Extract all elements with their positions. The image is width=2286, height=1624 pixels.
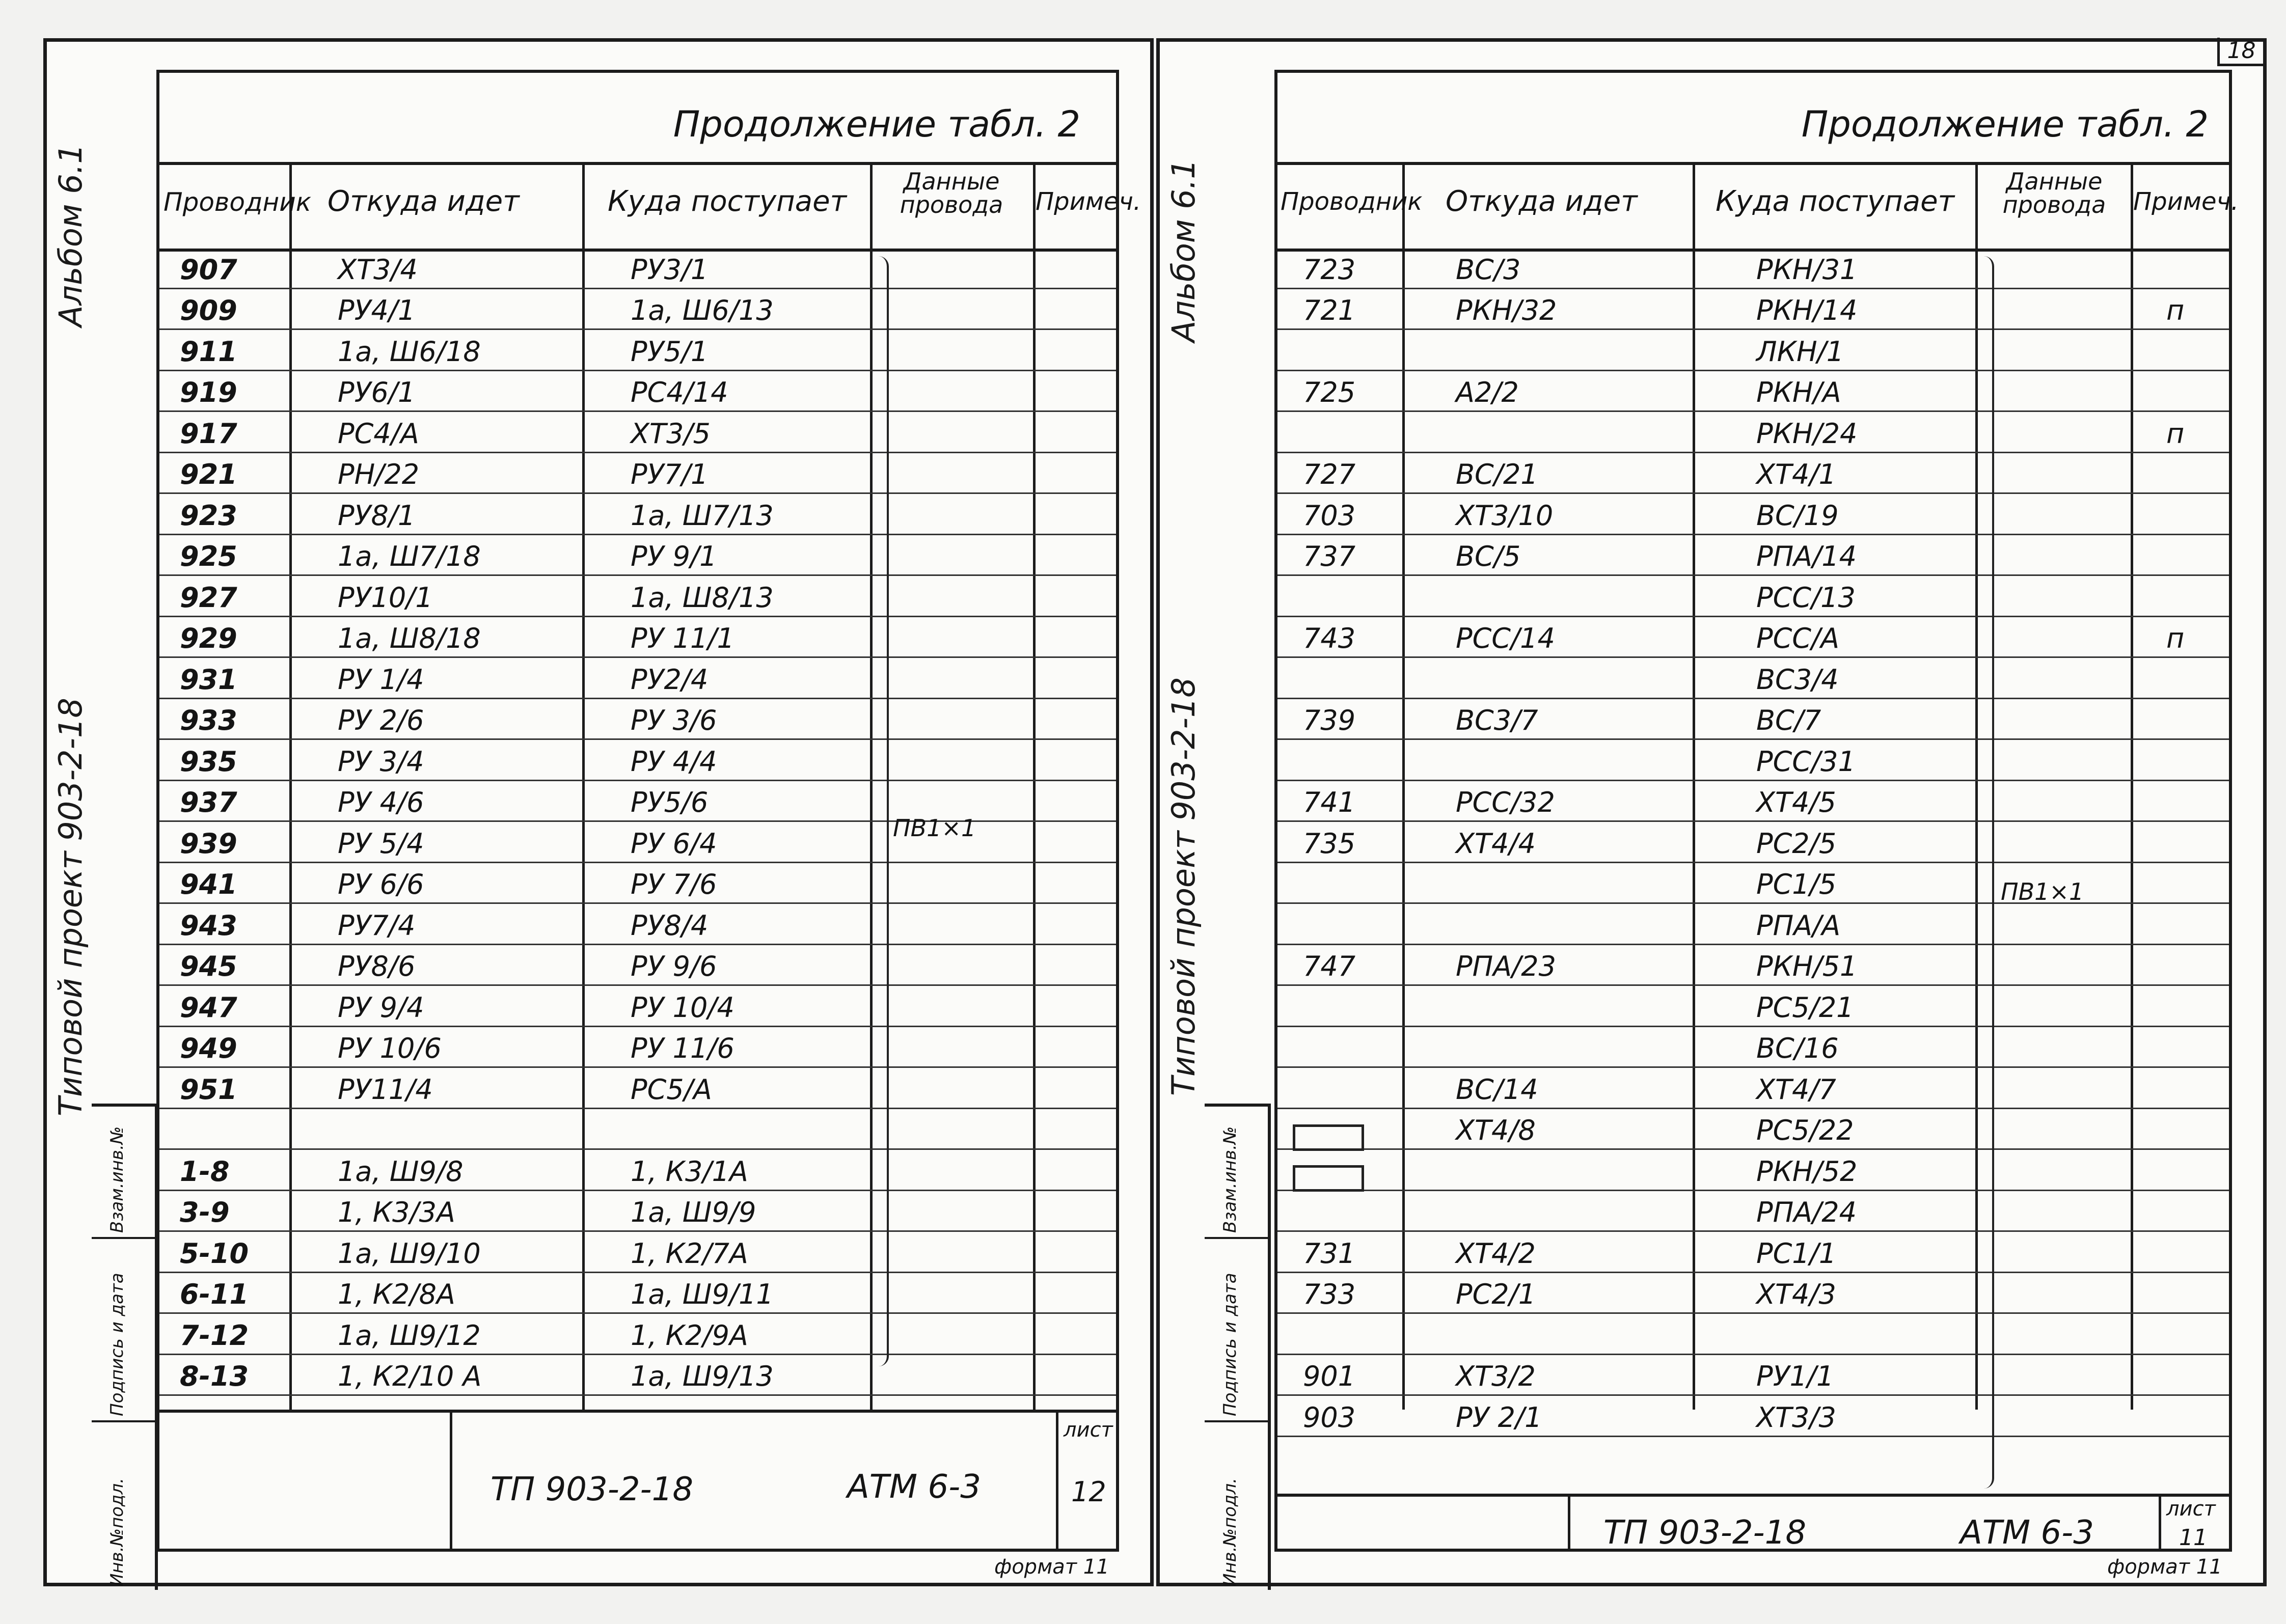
cell-to: ЛКН/1 xyxy=(1756,335,1844,368)
table-frame xyxy=(156,70,1141,1552)
cell-to: РУ 10/4 xyxy=(631,991,734,1024)
cell-to: РКН/24 xyxy=(1756,417,1858,450)
format-label: формат 11 xyxy=(994,1555,1109,1579)
cell-from: РУ 5/4 xyxy=(338,827,424,860)
cell-to: РУ 6/4 xyxy=(631,827,717,860)
sheet-left xyxy=(43,38,1154,1586)
row-divider xyxy=(1277,328,2229,330)
footer-code: ТП 903-2-18 xyxy=(1603,1514,1807,1552)
cell-to: ХТ4/5 xyxy=(1756,786,1836,818)
cell-from: 1а, Ш9/8 xyxy=(338,1155,464,1188)
cell-from: ВС3/7 xyxy=(1456,704,1538,736)
cell-conductor: 743 xyxy=(1303,622,1356,654)
row-divider xyxy=(159,862,1116,863)
cell-to: ВС/7 xyxy=(1756,704,1821,736)
sheet-label: лист xyxy=(2166,1497,2216,1521)
cell-conductor: 723 xyxy=(1303,253,1356,286)
cell-to: РСС/А xyxy=(1756,622,1840,654)
cell-to: РКН/14 xyxy=(1756,294,1858,326)
cell-conductor: 931 xyxy=(180,663,237,696)
cell-conductor: 911 xyxy=(180,335,237,368)
row-divider xyxy=(159,1108,1116,1109)
cell-from: ХТ3/10 xyxy=(1456,499,1554,532)
row-divider xyxy=(1277,574,2229,576)
cell-to: РС1/1 xyxy=(1756,1237,1837,1270)
cell-note: п xyxy=(2166,417,2185,450)
cell-conductor: 909 xyxy=(180,294,237,326)
cell-conductor: 733 xyxy=(1303,1278,1356,1310)
cell-from: РПА/23 xyxy=(1456,950,1557,982)
cell-from: ВС/21 xyxy=(1456,458,1538,490)
cell-from: А2/2 xyxy=(1456,376,1519,408)
row-divider xyxy=(1277,944,2229,945)
cell-conductor: 721 xyxy=(1303,294,1356,326)
row-divider xyxy=(1277,616,2229,617)
stamp-cell-inventory: Инв.№подл. xyxy=(107,1478,127,1586)
sheet-number: 12 xyxy=(1071,1476,1106,1508)
cell-from: РУ8/6 xyxy=(338,950,416,982)
cell-to: РС2/5 xyxy=(1756,827,1837,860)
row-divider xyxy=(1277,1190,2229,1191)
row-divider xyxy=(159,1272,1116,1273)
cell-conductor: 3-9 xyxy=(180,1196,230,1228)
cell-to: РС5/22 xyxy=(1756,1114,1854,1146)
cell-conductor: 923 xyxy=(180,499,237,532)
cell-conductor: 901 xyxy=(1303,1360,1356,1392)
row-divider xyxy=(159,492,1116,494)
row-divider xyxy=(1277,1354,2229,1355)
cell-from: ХТ3/2 xyxy=(1456,1360,1536,1392)
cell-to: РКН/52 xyxy=(1756,1155,1858,1188)
row-divider xyxy=(159,1190,1116,1191)
row-divider xyxy=(159,616,1116,617)
cell-to: РПА/14 xyxy=(1756,540,1857,572)
cell-conductor: 933 xyxy=(180,704,237,736)
row-divider xyxy=(159,328,1116,330)
cell-to: 1а, Ш9/13 xyxy=(631,1360,774,1392)
cell-to: ВС3/4 xyxy=(1756,663,1839,696)
cell-from: РУ7/4 xyxy=(338,909,416,942)
row-divider xyxy=(159,738,1116,740)
cell-conductor: 1-8 xyxy=(180,1155,230,1188)
cell-conductor: 735 xyxy=(1303,827,1356,860)
cell-conductor: 731 xyxy=(1303,1237,1356,1270)
cell-to: 1а, Ш9/9 xyxy=(631,1196,756,1228)
cell-from: РС4/А xyxy=(338,417,419,450)
cell-from: РН/22 xyxy=(338,458,420,490)
cell-conductor: 927 xyxy=(180,581,237,614)
footer-doc: АТМ 6-3 xyxy=(847,1468,981,1506)
cell-from: ХТ4/2 xyxy=(1456,1237,1536,1270)
cell-conductor: 925 xyxy=(180,540,237,572)
cell-from: РУ 4/6 xyxy=(338,786,424,818)
cell-from: 1, К3/3А xyxy=(338,1196,455,1228)
cell-to: РС1/5 xyxy=(1756,868,1837,900)
cell-to: ВС/19 xyxy=(1756,499,1839,532)
cell-to: РПА/А xyxy=(1756,909,1841,942)
row-divider xyxy=(1277,1436,2229,1437)
row-divider xyxy=(159,698,1116,699)
table-frame xyxy=(1274,70,2239,1552)
continuation-title: Продолжение табл. 2 xyxy=(1801,103,2209,145)
sheet-label: лист xyxy=(1064,1418,1113,1442)
project-label: Типовой проект 903-2-18 xyxy=(1165,677,1202,1096)
row-divider xyxy=(1277,452,2229,453)
row-divider xyxy=(159,534,1116,535)
cell-to: РУ2/4 xyxy=(631,663,709,696)
header-note: Примеч. xyxy=(2133,187,2239,216)
row-divider xyxy=(1277,984,2229,986)
cell-from: РУ 1/4 xyxy=(338,663,424,696)
page-corner-number: 18 xyxy=(2217,38,2263,66)
row-divider xyxy=(1277,1312,2229,1314)
cell-conductor: 741 xyxy=(1303,786,1356,818)
cell-to: РУ8/4 xyxy=(631,909,709,942)
row-divider xyxy=(159,984,1116,986)
cell-from: РУ10/1 xyxy=(338,581,433,614)
cell-conductor: 937 xyxy=(180,786,237,818)
empty-box xyxy=(1293,1124,1364,1151)
sheet-right xyxy=(1156,38,2267,1586)
cell-to: 1, К2/7А xyxy=(631,1237,748,1270)
cell-to: РКН/51 xyxy=(1756,950,1858,982)
cell-from: РСС/32 xyxy=(1456,786,1555,818)
cell-conductor: 947 xyxy=(180,991,237,1024)
row-divider xyxy=(1277,862,2229,863)
row-divider xyxy=(1277,820,2229,822)
cell-from: 1, К2/8А xyxy=(338,1278,455,1310)
approval-stamp-column xyxy=(92,1104,158,1590)
cell-to: РУ 9/1 xyxy=(631,540,717,572)
cell-to: ВС/16 xyxy=(1756,1032,1839,1064)
cell-to: РУ 4/4 xyxy=(631,745,717,778)
cell-conductor: 941 xyxy=(180,868,237,900)
cell-conductor: 945 xyxy=(180,950,237,982)
cell-from: ХТ4/8 xyxy=(1456,1114,1536,1146)
cell-from: ХТ3/4 xyxy=(338,253,418,286)
row-divider xyxy=(1277,1026,2229,1027)
row-divider xyxy=(159,1148,1116,1150)
row-divider xyxy=(159,370,1116,371)
row-divider xyxy=(159,780,1116,781)
wire-note: ПВ1×1 xyxy=(2001,878,2084,905)
cell-from: 1а, Ш9/12 xyxy=(338,1319,481,1352)
cell-conductor: 949 xyxy=(180,1032,237,1064)
cell-from: 1а, Ш8/18 xyxy=(338,622,481,654)
cell-to: РСС/13 xyxy=(1756,581,1856,614)
wire-bracket xyxy=(878,256,889,1366)
cell-to: 1, К3/1А xyxy=(631,1155,748,1188)
cell-conductor: 747 xyxy=(1303,950,1356,982)
row-divider xyxy=(1277,1066,2229,1068)
cell-conductor: 5-10 xyxy=(180,1237,249,1270)
cell-to: РУ 9/6 xyxy=(631,950,717,982)
cell-from: 1а, Ш7/18 xyxy=(338,540,481,572)
row-divider xyxy=(159,1230,1116,1232)
cell-to: РУ 7/6 xyxy=(631,868,717,900)
cell-note: п xyxy=(2166,622,2185,654)
album-label: Альбом 6.1 xyxy=(1165,159,1202,342)
cell-to: РУ1/1 xyxy=(1756,1360,1834,1392)
stamp-cell-signature: Подпись и дата xyxy=(92,1239,155,1422)
row-divider xyxy=(159,1312,1116,1314)
cell-conductor: 703 xyxy=(1303,499,1356,532)
header-note: Примеч. xyxy=(1036,187,1141,216)
cell-conductor: 727 xyxy=(1303,458,1356,490)
cell-conductor: 737 xyxy=(1303,540,1356,572)
row-divider xyxy=(1277,738,2229,740)
cell-to: ХТ4/1 xyxy=(1756,458,1836,490)
stamp-cell-signature: Подпись и дата xyxy=(1205,1239,1268,1422)
cell-to: 1, К2/9А xyxy=(631,1319,748,1352)
wire-note: ПВ1×1 xyxy=(893,814,976,842)
row-divider xyxy=(1277,1272,2229,1273)
cell-to: ХТ3/3 xyxy=(1756,1401,1836,1434)
header-wire: Данные провода xyxy=(2002,168,2106,218)
cell-conductor: 935 xyxy=(180,745,237,778)
cell-to: РКН/31 xyxy=(1756,253,1858,286)
cell-to: РУ3/1 xyxy=(631,253,709,286)
cell-from: ВС/5 xyxy=(1456,540,1521,572)
row-divider xyxy=(1277,698,2229,699)
cell-from: 1а, Ш9/10 xyxy=(338,1237,481,1270)
row-divider xyxy=(159,288,1116,289)
format-label: формат 11 xyxy=(2107,1555,2222,1579)
sheet-number: 11 xyxy=(2179,1525,2208,1551)
cell-conductor: 8-13 xyxy=(180,1360,249,1392)
cell-to: ХТ4/3 xyxy=(1756,1278,1836,1310)
cell-to: РПА/24 xyxy=(1756,1196,1857,1228)
header-to: Куда поступает xyxy=(1716,185,1955,218)
cell-conductor: 903 xyxy=(1303,1401,1356,1434)
cell-conductor: 725 xyxy=(1303,376,1356,408)
cell-from: 1, К2/10 А xyxy=(338,1360,482,1392)
row-divider xyxy=(1277,534,2229,535)
row-divider xyxy=(159,1066,1116,1068)
row-divider xyxy=(1277,492,2229,494)
cell-conductor: 919 xyxy=(180,376,237,408)
header-from: Откуда идет xyxy=(328,185,520,218)
cell-to: ХТ4/7 xyxy=(1756,1073,1836,1106)
row-divider xyxy=(1277,410,2229,412)
cell-from: РУ 2/1 xyxy=(1456,1401,1542,1434)
cell-from: РС2/1 xyxy=(1456,1278,1536,1310)
footer-doc: АТМ 6-3 xyxy=(1960,1514,2094,1552)
row-divider xyxy=(159,410,1116,412)
cell-conductor: 907 xyxy=(180,253,237,286)
row-divider xyxy=(159,1394,1116,1396)
row-divider xyxy=(159,902,1116,904)
row-divider xyxy=(1277,288,2229,289)
cell-from: ХТ4/4 xyxy=(1456,827,1536,860)
cell-to: РУ7/1 xyxy=(631,458,709,490)
header-wire: Данные провода xyxy=(900,168,1003,218)
cell-from: РУ8/1 xyxy=(338,499,416,532)
header-from: Откуда идет xyxy=(1446,185,1638,218)
cell-from: РСС/14 xyxy=(1456,622,1555,654)
approval-stamp-column xyxy=(1205,1104,1271,1590)
cell-from: РУ 9/4 xyxy=(338,991,424,1024)
cell-to: 1а, Ш8/13 xyxy=(631,581,774,614)
cell-from: РУ 3/4 xyxy=(338,745,424,778)
cell-to: РС4/14 xyxy=(631,376,728,408)
header-conductor: Проводник xyxy=(1281,187,1423,216)
row-divider xyxy=(159,1026,1116,1027)
cell-from: 1а, Ш6/18 xyxy=(338,335,481,368)
cell-from: РУ4/1 xyxy=(338,294,416,326)
header-to: Куда поступает xyxy=(608,185,847,218)
row-divider xyxy=(1277,902,2229,904)
stamp-cell-inventory: Инв.№подл. xyxy=(1220,1478,1240,1586)
cell-to: ХТ3/5 xyxy=(631,417,711,450)
cell-conductor: 921 xyxy=(180,458,237,490)
cell-from: РУ 6/6 xyxy=(338,868,424,900)
wire-bracket xyxy=(1983,256,1994,1489)
cell-to: РС5/21 xyxy=(1756,991,1854,1024)
cell-conductor: 7-12 xyxy=(180,1319,249,1352)
stamp-cell-replacement: Взам.инв.№ xyxy=(1205,1107,1268,1239)
row-divider xyxy=(159,656,1116,658)
row-divider xyxy=(1277,1108,2229,1109)
cell-from: РУ6/1 xyxy=(338,376,416,408)
cell-from: РКН/32 xyxy=(1456,294,1557,326)
cell-to: РУ 3/6 xyxy=(631,704,717,736)
footer-code: ТП 903-2-18 xyxy=(491,1471,694,1508)
cell-to: РС5/А xyxy=(631,1073,712,1106)
cell-conductor: 917 xyxy=(180,417,237,450)
cell-conductor: 951 xyxy=(180,1073,237,1106)
row-divider xyxy=(1277,1230,2229,1232)
row-divider xyxy=(159,452,1116,453)
cell-to: РУ5/1 xyxy=(631,335,709,368)
cell-conductor: 939 xyxy=(180,827,237,860)
cell-to: РСС/31 xyxy=(1756,745,1856,778)
cell-to: 1а, Ш7/13 xyxy=(631,499,774,532)
cell-conductor: 6-11 xyxy=(180,1278,249,1310)
empty-box xyxy=(1293,1165,1364,1192)
cell-to: РУ 11/1 xyxy=(631,622,734,654)
row-divider xyxy=(159,944,1116,945)
continuation-title: Продолжение табл. 2 xyxy=(673,103,1080,145)
album-label: Альбом 6.1 xyxy=(52,144,89,327)
cell-to: 1а, Ш6/13 xyxy=(631,294,774,326)
row-divider xyxy=(1277,780,2229,781)
cell-from: РУ11/4 xyxy=(338,1073,433,1106)
cell-conductor: 943 xyxy=(180,909,237,942)
row-divider xyxy=(159,574,1116,576)
cell-to: 1а, Ш9/11 xyxy=(631,1278,774,1310)
cell-to: РУ 11/6 xyxy=(631,1032,734,1064)
row-divider xyxy=(1277,656,2229,658)
row-divider xyxy=(1277,1148,2229,1150)
cell-to: РУ5/6 xyxy=(631,786,709,818)
row-divider xyxy=(1277,370,2229,371)
cell-note: п xyxy=(2166,294,2185,326)
cell-to: РКН/А xyxy=(1756,376,1841,408)
cell-from: РУ 10/6 xyxy=(338,1032,442,1064)
cell-from: ВС/14 xyxy=(1456,1073,1538,1106)
project-label: Типовой проект 903-2-18 xyxy=(52,698,89,1116)
cell-from: ВС/3 xyxy=(1456,253,1521,286)
header-conductor: Проводник xyxy=(164,187,311,217)
row-divider xyxy=(159,1354,1116,1355)
cell-conductor: 929 xyxy=(180,622,237,654)
cell-conductor: 739 xyxy=(1303,704,1356,736)
row-divider xyxy=(1277,1394,2229,1396)
cell-from: РУ 2/6 xyxy=(338,704,424,736)
stamp-cell-replacement: Взам.инв.№ xyxy=(92,1107,155,1239)
